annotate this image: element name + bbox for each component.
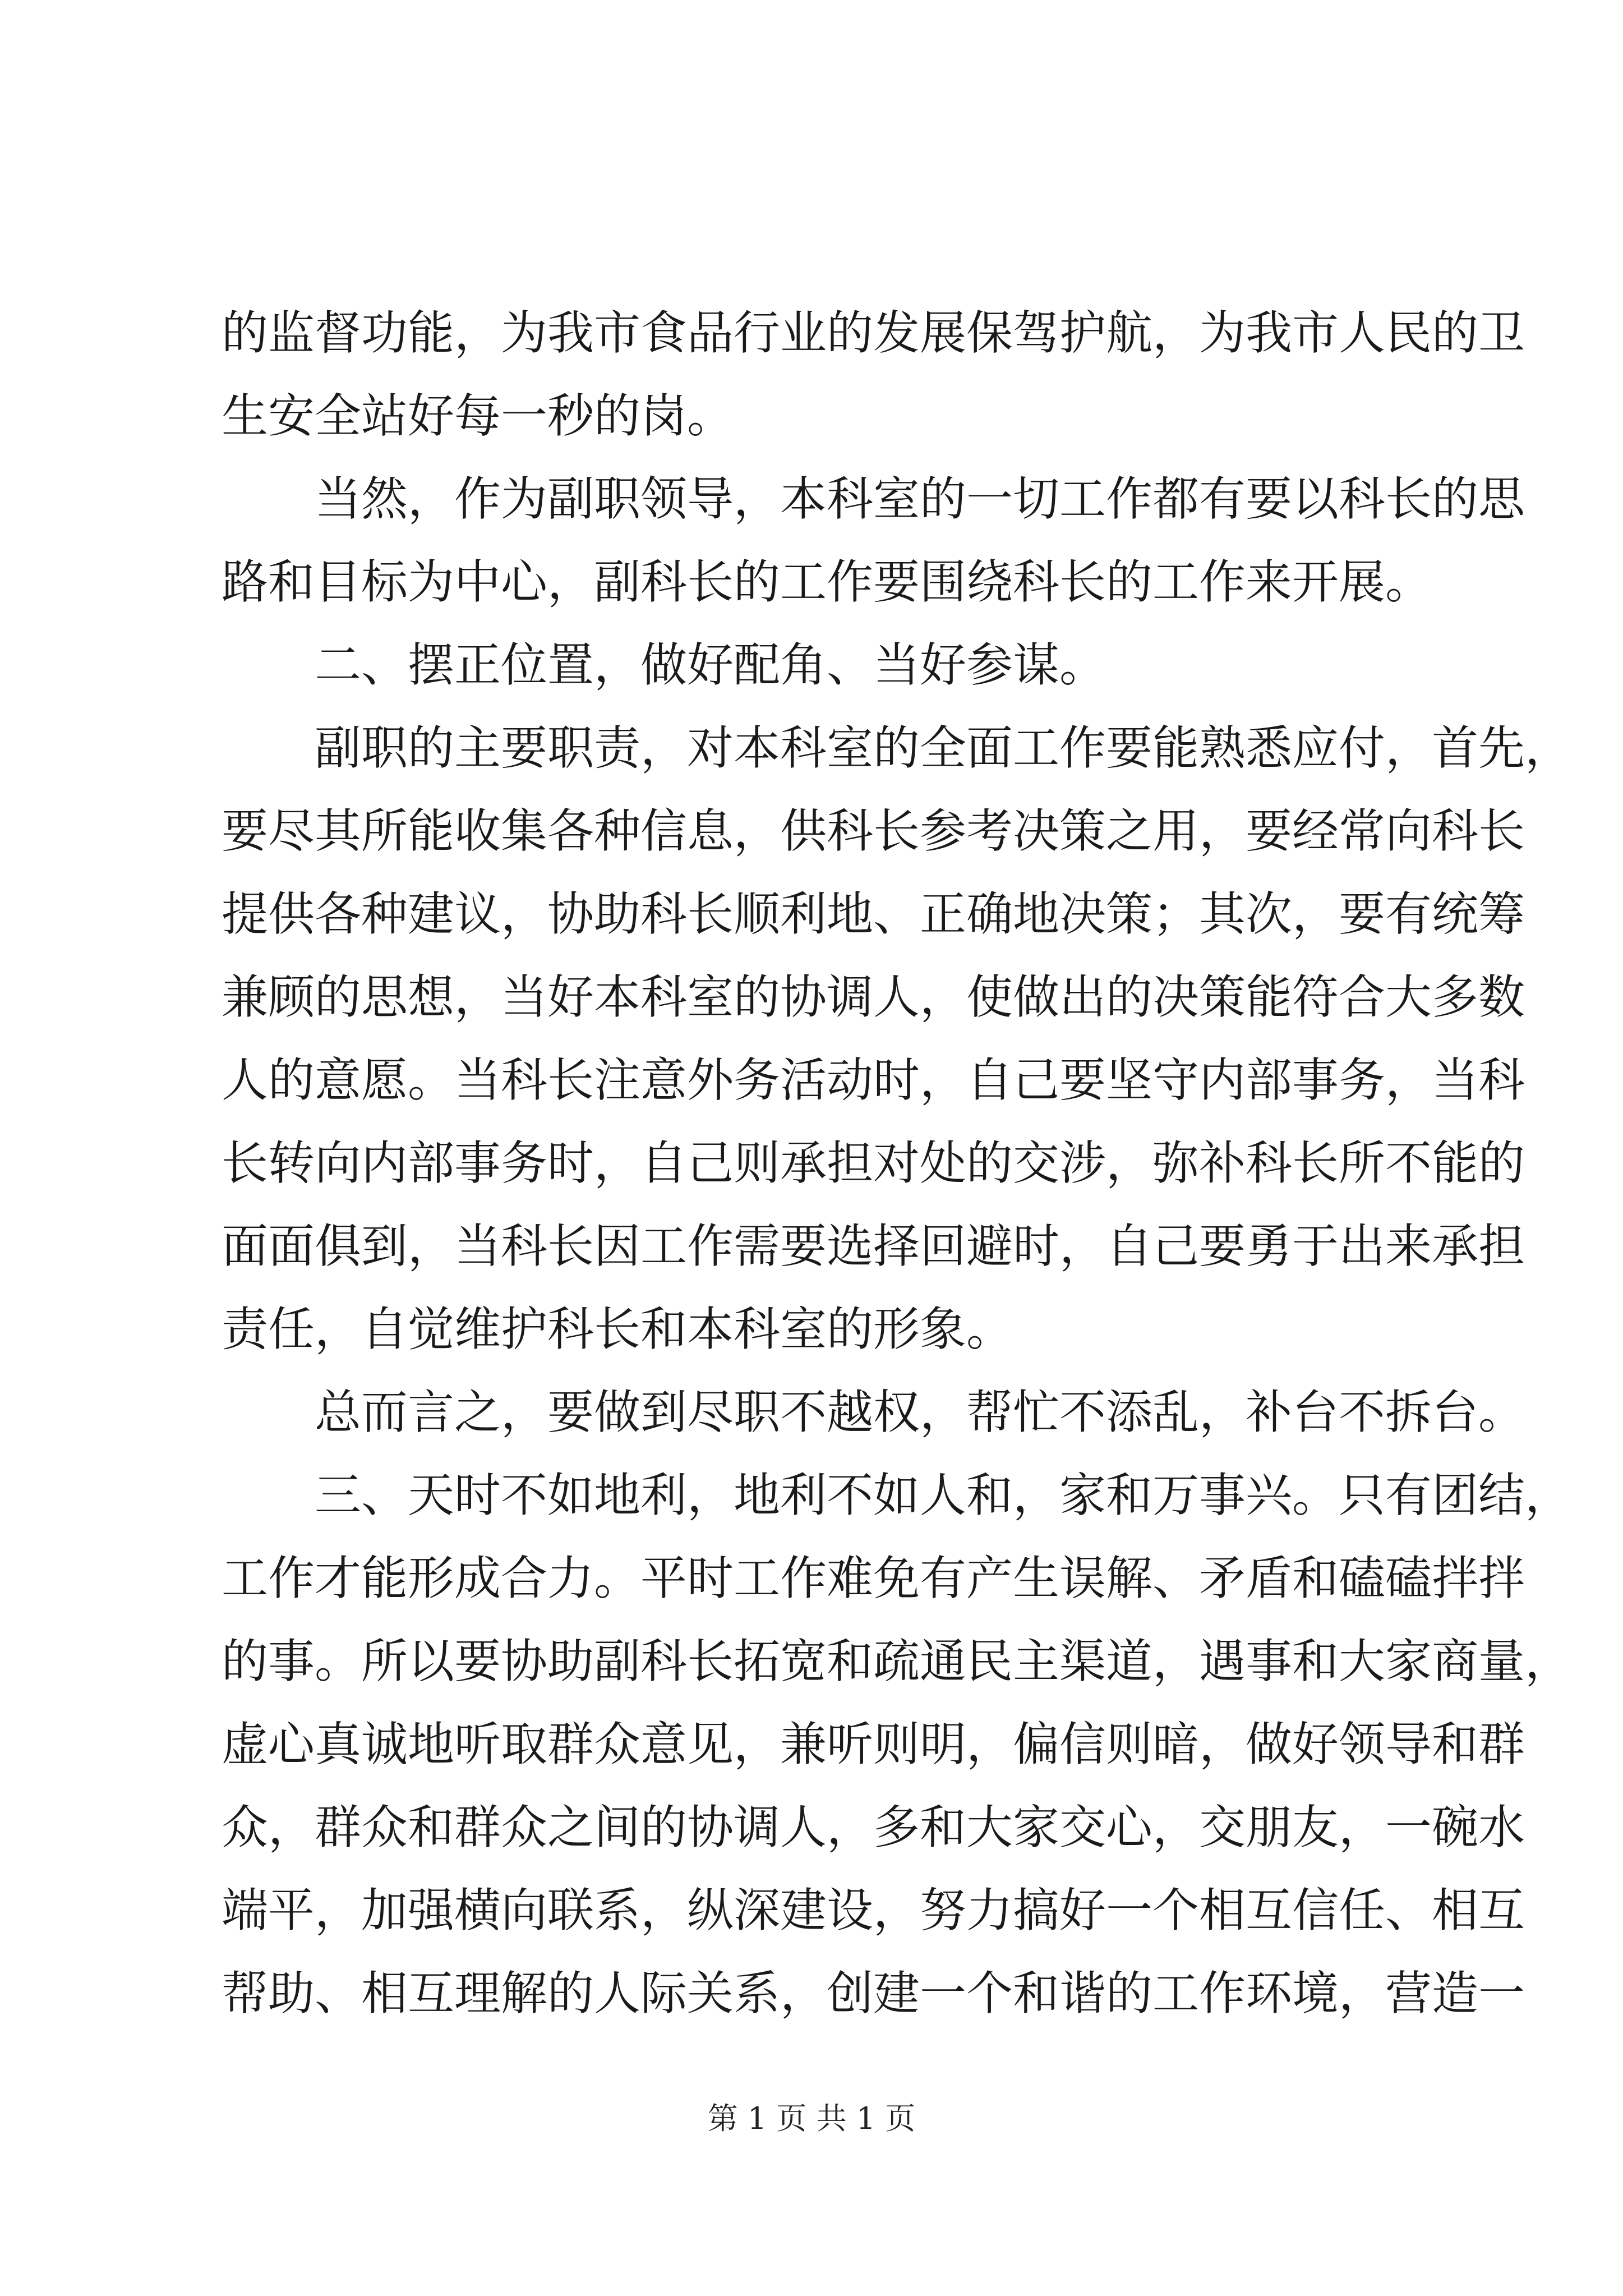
text-line: 的监督功能，为我市食品行业的发展保驾护航，为我市人民的卫	[222, 306, 1525, 360]
text-line: 兼顾的思想，当好本科室的协调人，使做出的决策能符合大多数	[222, 970, 1525, 1024]
text-line: 生安全站好每一秒的岗。	[222, 389, 734, 443]
text-line: 长转向内部事务时，自己则承担对处的交涉，弥补科长所不能的	[222, 1136, 1525, 1190]
text-line: 面面俱到，当科长因工作需要选择回避时，自己要勇于出来承担	[222, 1219, 1525, 1273]
section-heading: 三、天时不如地利，地利不如人和，家和万事兴。只有团结，	[315, 1468, 1571, 1522]
text-line: 众，群众和群众之间的协调人，多和大家交心，交朋友，一碗水	[222, 1800, 1525, 1855]
text-line: 提供各种建议，协助科长顺利地、正确地决策；其次，要有统筹	[222, 887, 1525, 941]
text-line: 总而言之，要做到尽职不越权，帮忙不添乱，补台不拆台。	[315, 1385, 1525, 1439]
section-heading: 二、摆正位置，做好配角、当好参谋。	[315, 638, 1106, 692]
text-line: 虚心真诚地听取群众意见，兼听则明，偏信则暗，做好领导和群	[222, 1717, 1525, 1772]
text-line: 端平，加强横向联系，纵深建设，努力搞好一个相互信任、相互	[222, 1883, 1525, 1938]
text-line: 人的意愿。当科长注意外务活动时，自己要坚守内部事务，当科	[222, 1053, 1525, 1107]
text-line: 的事。所以要协助副科长拓宽和疏通民主渠道，遇事和大家商量，	[222, 1634, 1571, 1688]
text-line: 要尽其所能收集各种信息，供科长参考决策之用，要经常向科长	[222, 804, 1525, 858]
text-line: 帮助、相互理解的人际关系，创建一个和谐的工作环境，营造一	[222, 1966, 1525, 2021]
text-line: 路和目标为中心，副科长的工作要围绕科长的工作来开展。	[222, 555, 1432, 609]
text-line: 工作才能形成合力。平时工作难免有产生误解、矛盾和磕磕拌拌	[222, 1551, 1525, 1605]
text-line: 责任，自觉维护科长和本科室的形象。	[222, 1302, 1013, 1356]
body-text	[222, 292, 1571, 2035]
text-line: 副职的主要职责，对本科室的全面工作要能熟悉应付，首先，	[315, 721, 1571, 775]
text-line: 当然，作为副职领导，本科室的一切工作都有要以科长的思	[315, 472, 1525, 526]
page-footer: 第 1 页 共 1 页	[707, 2101, 916, 2136]
